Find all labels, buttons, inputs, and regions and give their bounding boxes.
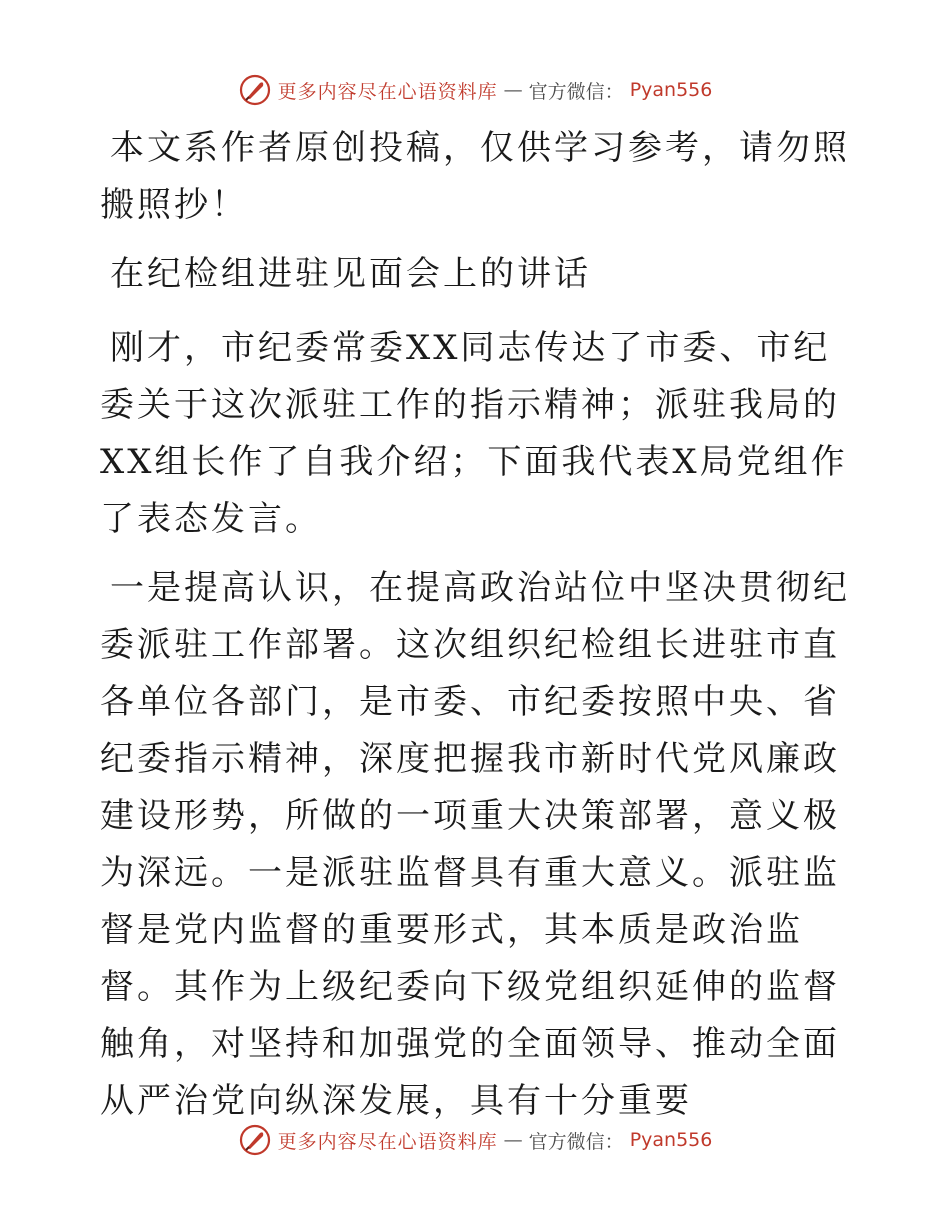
footer-wechat-id: Pyan556 (629, 1129, 713, 1151)
quill-circle-logo-icon (238, 73, 272, 107)
quill-circle-logo-icon (238, 1123, 272, 1157)
document-title: 在纪检组进驻见面会上的讲话 (110, 254, 591, 294)
header-banner (0, 70, 950, 110)
document-body (100, 120, 855, 1142)
banner-separator: — (503, 79, 523, 101)
banner-site-text: 更多内容尽在心语资料库 (277, 80, 498, 103)
banner-wechat-id: Pyan556 (629, 79, 713, 101)
paragraph-1: 刚才，市纪委常委XX同志传达了市委、市纪委关于这次派驻工作的指示精神；派驻我局的XX组长作了自我介绍；下面我代表X局党组作了表态发言。 (100, 328, 848, 539)
copyright-notice: 本文系作者原创投稿，仅供学习参考，请勿照搬照抄！ (100, 128, 850, 225)
footer-site-text: 更多内容尽在心语资料库 (277, 1130, 498, 1153)
footer-separator: — (503, 1129, 523, 1151)
banner-wechat-label: 官方微信： (528, 80, 624, 103)
footer-banner (0, 1120, 950, 1160)
footer-wechat-label: 官方微信： (528, 1130, 624, 1153)
paragraph-2: 一是提高认识，在提高政治站位中坚决贯彻纪委派驻工作部署。这次组织纪检组长进驻市直各单位各部门，是市委、市纪委按照中央、省纪委指示精神，深度把握我市新时代党风廉政建设形势，所做的一项重大决策部署，意义极为深远。一是派驻监督具有重大意义。派驻监督是党内监督的重要形式，其本质是政治监督。其作为上级纪委向下级党组织延伸的监督触角，对坚持和加强党的全面领导、推动全面从严治党向纵深发展，具有十分重要 (100, 568, 850, 1121)
